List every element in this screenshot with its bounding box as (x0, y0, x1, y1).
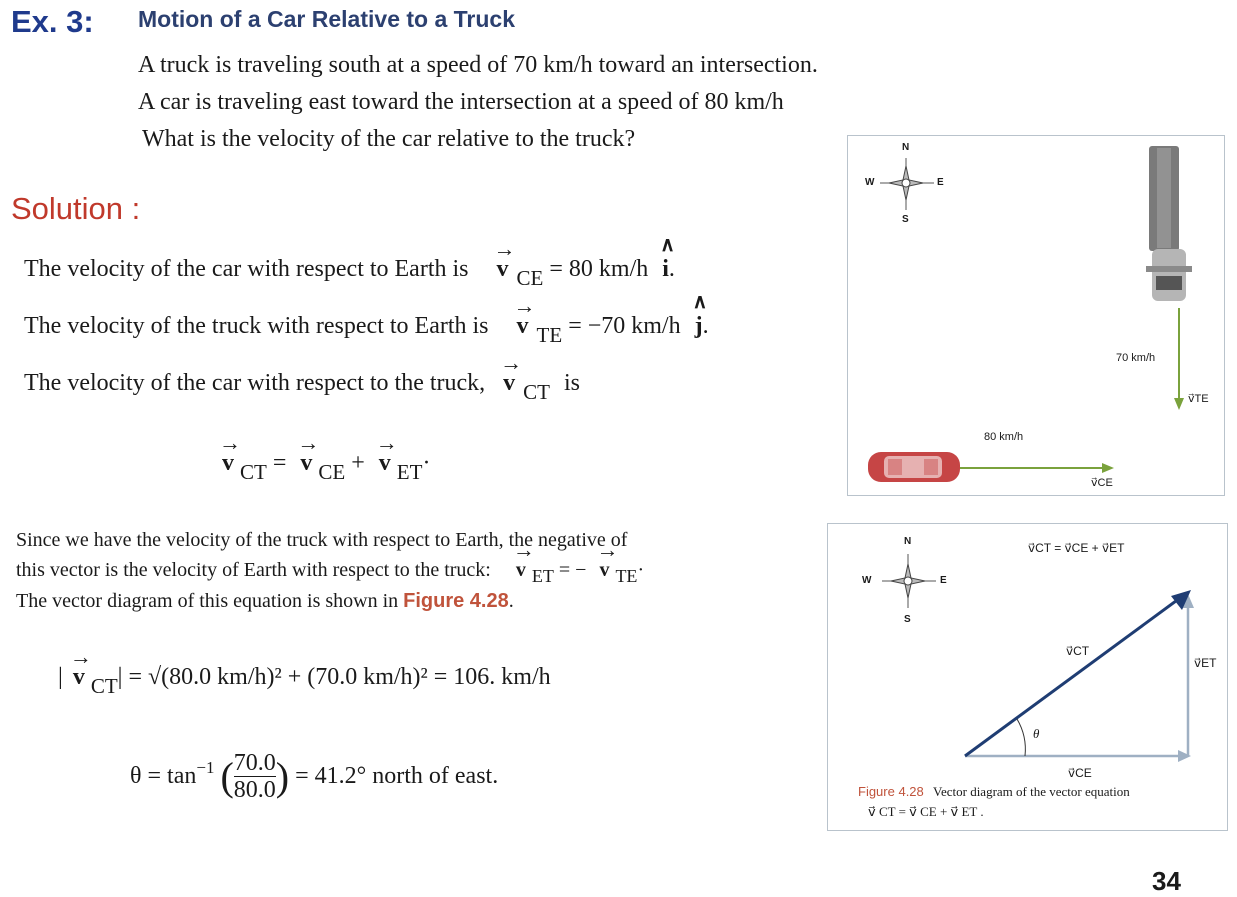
compass-e: E (940, 575, 947, 586)
figure-caption: Figure 4.28 Vector diagram of the vector equation (858, 784, 1130, 799)
theta-label: θ (1033, 726, 1040, 741)
vct-label: v⃗CT (1066, 644, 1090, 658)
paragraph-line-1: Since we have the velocity of the truck with respect to Earth, the negative of (16, 529, 628, 551)
theta-arc (1017, 719, 1025, 756)
vte-label: v⃗TE (1188, 393, 1209, 405)
compass-w: W (862, 575, 872, 586)
vet-label: v⃗ET (1194, 656, 1217, 670)
truck-icon (1146, 146, 1192, 301)
car-speed-label: 80 km/h (984, 431, 1024, 443)
compass-rose-icon (882, 554, 936, 608)
exercise-title: Motion of a Car Relative to a Truck (138, 6, 516, 32)
compass-e: E (937, 177, 944, 188)
problem-line-3: What is the velocity of the car relative to the truck? (142, 126, 636, 152)
exercise-label: Ex. 3: (11, 4, 94, 39)
unit-vector-j: ∧ j (695, 313, 703, 340)
compass-n: N (904, 536, 912, 547)
solution-heading: Solution : (11, 191, 141, 226)
paragraph-line-3: The vector diagram of this equation is shown in Figure 4.28. (16, 590, 514, 612)
page-number: 34 (1152, 866, 1181, 896)
truck-speed-label: 70 km/h (1116, 352, 1156, 364)
paragraph-line-2: this vector is the velocity of Earth with respect to the truck: → v ET = − → v TE· (16, 555, 644, 591)
angle-equation: $\theta = \tan^{-1}$ ( $\frac{70.0}{80.0}$ ) = 41.2° north of east. (130, 750, 499, 803)
figure-4-28 (827, 523, 1228, 831)
vector-v: → v (503, 370, 515, 397)
compass-rose-icon (880, 158, 934, 210)
compass-w: W (865, 177, 875, 188)
car-earth-line: The velocity of the car with respect to Earth is → v CE = 80 km/h ∧ i. (24, 256, 675, 291)
figure-reference-link[interactable]: Figure 4.28 (403, 590, 509, 612)
problem-line-2: A car is traveling east toward the intersection at a speed of 80 km/h (138, 89, 784, 115)
problem-line-1: A truck is traveling south at a speed of 70 km/h toward an intersection. (138, 52, 818, 78)
figure-caption-equation: v⃗ CT = v⃗ CE + v⃗ ET . (868, 804, 984, 819)
vector-v: → v (497, 256, 509, 283)
vct-vector (965, 598, 1180, 756)
truck-earth-line: The velocity of the truck with respect to Earth is → v TE = −70 km/h ∧ j. (24, 313, 709, 348)
car-icon (868, 452, 960, 482)
car-truck-line: The velocity of the car with respect to the truck, → v CT is (24, 370, 580, 405)
vector-v: → v (517, 313, 529, 340)
compass-s: S (904, 614, 911, 625)
compass-s: S (902, 214, 909, 225)
figure-car-truck-svg (848, 136, 1224, 495)
figure-car-truck (847, 135, 1225, 496)
compass-n: N (902, 142, 910, 153)
vce-label: v⃗CE (1068, 766, 1092, 780)
unit-vector-i: ∧ i (662, 256, 669, 283)
vector-equation: → v CT = → v CE + → v ET· (222, 450, 430, 485)
vector-equation-label: v⃗CT = v⃗CE + v⃗ET (1028, 541, 1125, 555)
vce-label-top: v⃗CE (1091, 477, 1113, 489)
magnitude-equation: |→ v CT| = √(80.0 km/h)² + (70.0 km/h)² = 106. km/h (58, 664, 551, 699)
